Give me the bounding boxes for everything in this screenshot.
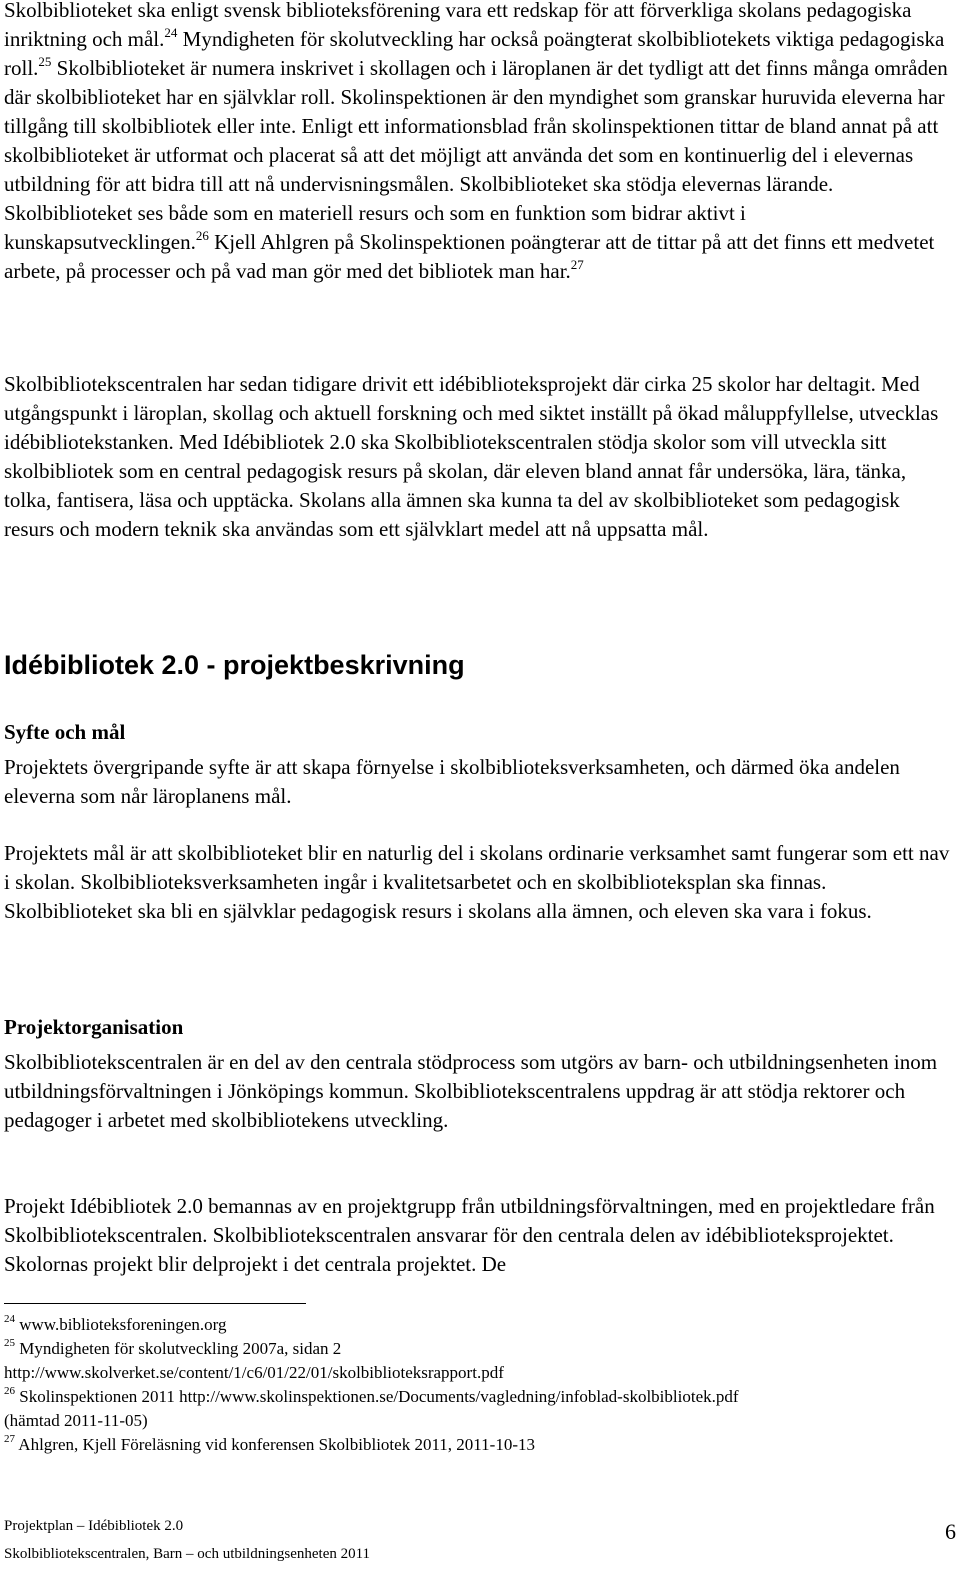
text-span: Kjell Ahlgren på Skolinspektionen poängterar att de tittar på att det finns ett medvetet arbete, på processer och på vad man gör med det bibliotek man har.	[4, 230, 935, 283]
footnote	[4, 1361, 954, 1385]
body-paragraph: Projektets mål är att skolbiblioteket blir en naturlig del i skolans ordinarie verksamhet samt fungerar som ett nav i skolan. Skolbiblioteksverksamheten ingår i kvalitetsarbetet och en skolbiblioteksplan ska finnas. Skolbiblioteket ska bli en självklar pedagogisk resurs i skolans alla ämnen, och eleven ska vara i fokus.	[4, 841, 950, 923]
footnote-text: Myndigheten för skolutveckling 2007a, sidan 2	[15, 1339, 342, 1358]
footnote-ref[interactable]: 25	[38, 54, 52, 69]
section-heading: Idébibliotek 2.0 - projektbeskrivning	[4, 650, 465, 680]
footnote	[4, 1409, 954, 1433]
footnote	[4, 1313, 954, 1337]
page-footer	[4, 1512, 954, 1568]
text-span: Skolbiblioteket är numera inskrivet i skollagen och i läroplanen är det tydligt att det finns många områden där skolbiblioteket har en självklar roll. Skolinspektionen är den myndighet som granskar huruvida eleverna har tillgång till skolbibliotek eller inte. Enligt ett informationsblad från skolinspektionen tittar de bland annat på att skolbiblioteket är utformat och placerat så att det möjligt att använda det som en kontinuerlig del i elevernas utbildning för att bidra till att nå undervisningsmålen. Skolbiblioteket ska stödja elevernas lärande. Skolbiblioteket ses både som en materiell resurs och som en funktion som bidrar aktivt i kunskapsutvecklingen.	[4, 56, 948, 254]
footnote-number: 26	[4, 1385, 15, 1398]
footnote-divider	[4, 1303, 306, 1304]
footnote-ref[interactable]: 27	[570, 257, 584, 272]
subheading: Syfte och mål	[4, 720, 126, 744]
footnote-text: Ahlgren, Kjell Föreläsning vid konferensen Skolbibliotek 2011, 2011-10-13	[15, 1435, 536, 1454]
footnote-number: 24	[4, 1313, 15, 1326]
footnote	[4, 1385, 954, 1409]
footnote-link[interactable]: http://www.skolverket.se/content/1/c6/01/22/01/skolbiblioteksrapport.pdf	[4, 1363, 504, 1382]
text-span: Myndigheten för skolutveckling har också poängterat skolbibliotekets viktiga pedagogiska roll.	[4, 27, 945, 80]
footnote-ref[interactable]: 26	[195, 228, 209, 243]
body-paragraph: Skolbibliotekscentralen har sedan tidigare drivit ett idébiblioteksprojekt där cirka 25 skolor har deltagit. Med utgångspunkt i läroplan, skollag och aktuell forskning och med siktet inställt på ökad måluppfyllelse, utvecklas idébibliotekstanken. Med Idébibliotek 2.0 ska Skolbibliotekscentralen stödja skolor som vill utveckla sitt skolbibliotek som en central pedagogisk resurs på skolan, där eleven bland annat får undersöka, lära, tänka, tolka, fantisera, läsa och upptäcka. Skolans alla ämnen ska kunna ta del av skolbiblioteket som pedagogisk resurs och modern teknik ska användas som ett självklart medel att nå uppsatta mål.	[4, 372, 939, 541]
footnote-number: 27	[4, 1433, 15, 1446]
subheading: Projektorganisation	[4, 1015, 184, 1039]
footnote-text: (hämtad 2011-11-05)	[4, 1411, 148, 1430]
footnote-text[interactable]: Skolinspektionen 2011 http://www.skolinspektionen.se/Documents/vagledning/infoblad-skolbibliotek.pdf	[15, 1387, 739, 1406]
body-paragraph: Skolbibliotekscentralen är en del av den centrala stödprocess som utgörs av barn- och utbildningsenheten inom utbildningsförvaltningen i Jönköpings kommun. Skolbibliotekscentralens uppdrag är att stödja rektorer och pedagoger i arbetet med skolbibliotekens utveckling.	[4, 1050, 938, 1132]
body-paragraph: Projekt Idébibliotek 2.0 bemannas av en projektgrupp från utbildningsförvaltningen, med en projektledare från Skolbibliotekscentralen. Skolbibliotekscentralen ansvarar för den centrala delen av idébiblioteksprojektet. Skolornas projekt blir delprojekt i det centrala projektet. De	[4, 1194, 935, 1276]
footnote-ref[interactable]: 24	[164, 25, 178, 40]
page-number: 6	[945, 1519, 956, 1544]
footer-organization: Skolbibliotekscentralen, Barn – och utbildningsenheten 2011	[4, 1546, 371, 1562]
body-paragraph: Projektets övergripande syfte är att skapa förnyelse i skolbiblioteksverksamheten, och därmed öka andelen eleverna som når läroplanens mål.	[4, 755, 900, 808]
footnote-text[interactable]: www.biblioteksforeningen.org	[15, 1315, 227, 1334]
text-span: Skolbiblioteket ska enligt svensk biblioteksförening vara ett redskap för att förverkliga skolans pedagogiska inriktning och mål.	[4, 0, 912, 51]
footnote	[4, 1337, 954, 1361]
footer-title: Projektplan – Idébibliotek 2.0	[4, 1518, 184, 1534]
body-paragraph	[4, 0, 954, 286]
footnotes	[4, 1313, 954, 1457]
footnote-number: 25	[4, 1337, 15, 1350]
footnote	[4, 1433, 954, 1457]
